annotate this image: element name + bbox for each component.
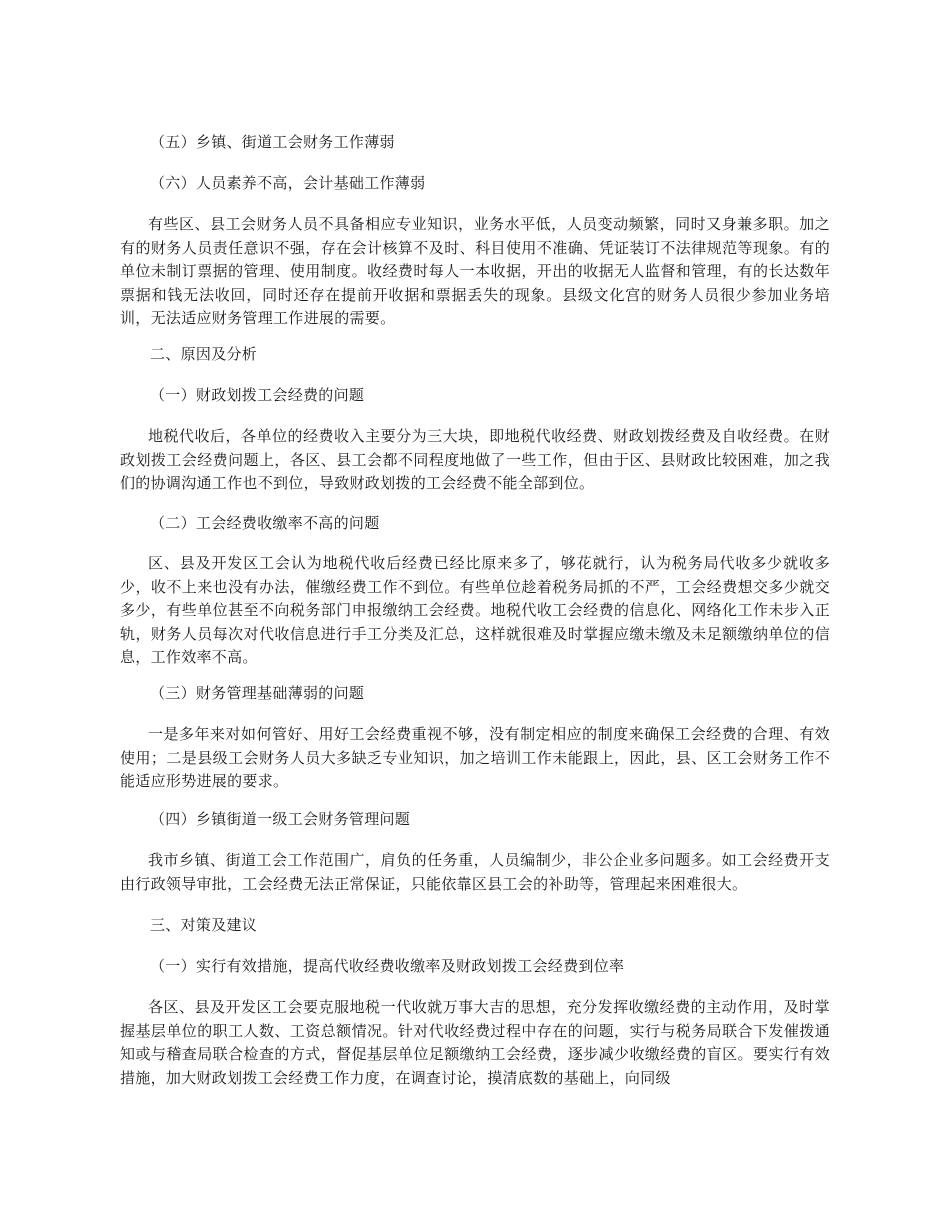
section-heading: 二、原因及分析 <box>150 345 258 363</box>
section-heading: （四）乡镇街道一级工会财务管理问题 <box>150 810 411 828</box>
section-heading: （一）实行有效措施，提高代收经费收缴率及财政划拨工会经费到位率 <box>150 957 625 975</box>
section-heading: （二）工会经费收缴率不高的问题 <box>150 514 380 532</box>
body-paragraph: 各区、县及开发区工会要克服地税一代收就万事大吉的思想，充分发挥收缴经费的主动作用，及时掌握基层单位的职工人数、工资总额情况。针对代收经费过程中存在的问题，实行与税务局联合下发催拨通知或与稽查局联合检查的方式，督促基层单位足额缴纳工会经费，逐步减少收缴经费的盲区。要实行有效措施，加大财政划拨工会经费工作力度，在调查讨论，摸清底数的基础上，向同级 <box>120 998 830 1087</box>
body-paragraph: 我市乡镇、街道工会工作范围广，肩负的任务重，人员编制少，非公企业多问题多。如工会经费开支由行政领导审批，工会经费无法正常保证，只能依靠区县工会的补助等，管理起来困难很大。 <box>120 851 830 893</box>
section-heading: （六）人员素养不高，会计基础工作薄弱 <box>150 174 426 192</box>
body-paragraph: 一是多年来对如何管好、用好工会经费重视不够，没有制定相应的制度来确保工会经费的合理、有效使用；二是县级工会财务人员大多缺乏专业知识，加之培训工作未能跟上，因此，县、区工会财务工作不能适应形势进展的要求。 <box>120 725 830 791</box>
body-paragraph: 地税代收后，各单位的经费收入主要分为三大块，即地税代收经费、财政划拨经费及自收经费。在财政划拨工会经费问题上，各区、县工会都不同程度地做了一些工作，但由于区、县财政比较困难，加之我们的协调沟通工作也不到位，导致财政划拨的工会经费不能全部到位。 <box>120 427 830 493</box>
body-paragraph: 区、县及开发区工会认为地税代收后经费已经比原来多了，够花就行，认为税务局代收多少就收多少，收不上来也没有办法，催缴经费工作不到位。有些单位趁着税务局抓的不严，工会经费想交多少就交多少，有些单位甚至不向税务部门申报缴纳工会经费。地税代收工会经费的信息化、网络化工作未步入正轨，财务人员每次对代收信息进行手工分类及汇总，这样就很难及时掌握应缴未缴及未足额缴纳单位的信息，工作效率不高。 <box>120 554 830 667</box>
section-heading: （五）乡镇、街道工会财务工作薄弱 <box>150 133 395 151</box>
section-heading: （三）财务管理基础薄弱的问题 <box>150 684 365 702</box>
section-heading: 三、对策及建议 <box>150 916 258 934</box>
section-heading: （一）财政划拨工会经费的问题 <box>150 386 365 404</box>
body-paragraph: 有些区、县工会财务人员不具备相应专业知识，业务水平低，人员变动频繁，同时又身兼多职。加之有的财务人员责任意识不强，存在会计核算不及时、科目使用不准确、凭证装订不法律规范等现象。有的单位未制订票据的管理、使用制度。收经费时每人一本收据，开出的收据无人监督和管理，有的长达数年票据和钱无法收回，同时还存在提前开收据和票据丢失的现象。县级文化宫的财务人员很少参加业务培训，无法适应财务管理工作进展的需要。 <box>120 215 830 328</box>
